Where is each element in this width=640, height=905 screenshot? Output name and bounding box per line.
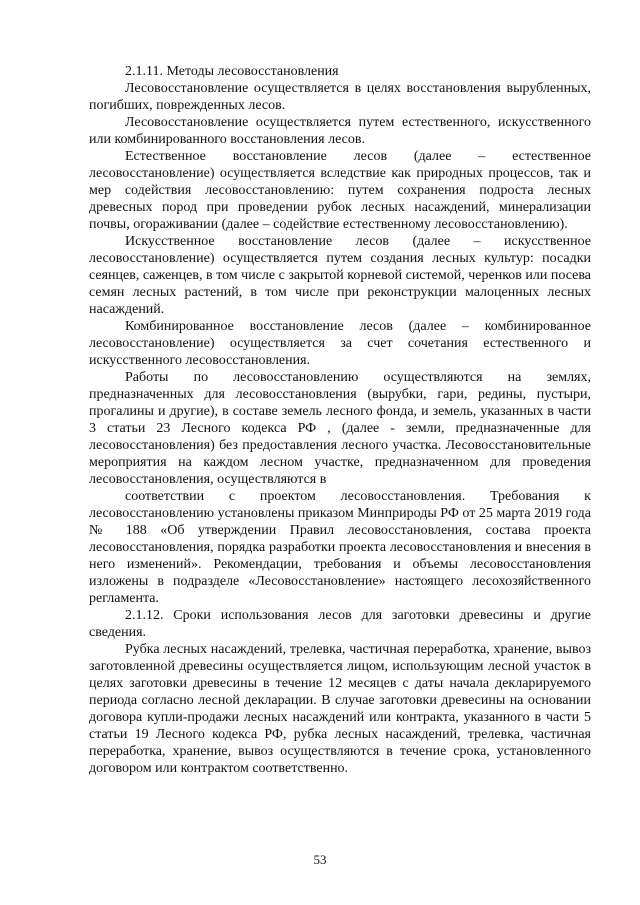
paragraph: Лесовосстановление осуществляется путем естественного, искусственного или комбинированного восстановления лесов. [89, 115, 591, 147]
page-number: 53 [313, 852, 327, 867]
paragraph: Искусственное восстановление лесов (далее – искусственное лесовосстановление) осуществляется путем создания лесных культур: посадки сеянцев, саженцев, в том числе с закрытой корневой системой, черенков или посева семян лесных растений, в том числе при реконструкции малоценных лесных насаждений. [89, 234, 591, 317]
document-body [89, 63, 591, 777]
section-heading-2-1-12: 2.1.12. Сроки использования лесов для заготовки древесины и другие сведения. [89, 608, 591, 640]
paragraph: Естественное восстановление лесов (далее – естественное лесовосстановление) осуществляется вследствие как природных процессов, так и мер содействия лесовосстановлению: путем сохранения подроста лесных древесных пород при проведении рубок лесных насаждений, минерализации почвы, огораживании (далее – содействие естественному лесовосстановлению). [89, 149, 591, 232]
paragraph: соответствии с проектом лесовосстановления. Требования к лесовосстановлению установлены приказом Минприроды РФ от 25 марта 2019 года № 188 «Об утверждении Правил лесовосстановления, состава проекта лесовосстановления, порядка разработки проекта лесовосстановления и внесения в него изменений». Рекомендации, требования и объемы лесовосстановления изложены в подразделе «Лесовосстановление» настоящего лесохозяйственного регламента. [89, 489, 591, 606]
section-heading-2-1-11: 2.1.11. Методы лесовосстановления [125, 64, 339, 79]
paragraph: Лесовосстановление осуществляется в целях восстановления вырубленных, погибших, поврежденных лесов. [89, 81, 591, 113]
paragraph: Комбинированное восстановление лесов (далее – комбинированное лесовосстановление) осуществляется за счет сочетания естественного и искусственного лесовосстановления. [89, 319, 591, 368]
paragraph: Рубка лесных насаждений, трелевка, частичная переработка, хранение, вывоз заготовленной древесины осуществляется лицом, использующим лесной участок в целях заготовки древесины в течение 12 месяцев с даты начала декларируемого периода согласно лесной декларации. В случае заготовки древесины на основании договора купли-продажи лесных насаждений или контракта, указанного в части 5 статьи 19 Лесного кодекса РФ, рубка лесных насаждений, трелевка, частичная переработка, хранение, вывоз осуществляются в течение срока, установленного договором или контрактом соответственно. [89, 642, 591, 776]
paragraph: Работы по лесовосстановлению осуществляются на землях, предназначенных для лесовосстановления (вырубки, гари, редины, пустыри, прогалины и другие), в составе земель лесного фонда, и земель, указанных в части 3 статьи 23 Лесного кодекса РФ , (далее - земли, предназначенные для лесовосстановления) без предоставления лесного участка. Лесовосстановительные мероприятия на каждом лесном участке, предназначенном для проведения лесовосстановления, осуществляются в [89, 370, 591, 487]
